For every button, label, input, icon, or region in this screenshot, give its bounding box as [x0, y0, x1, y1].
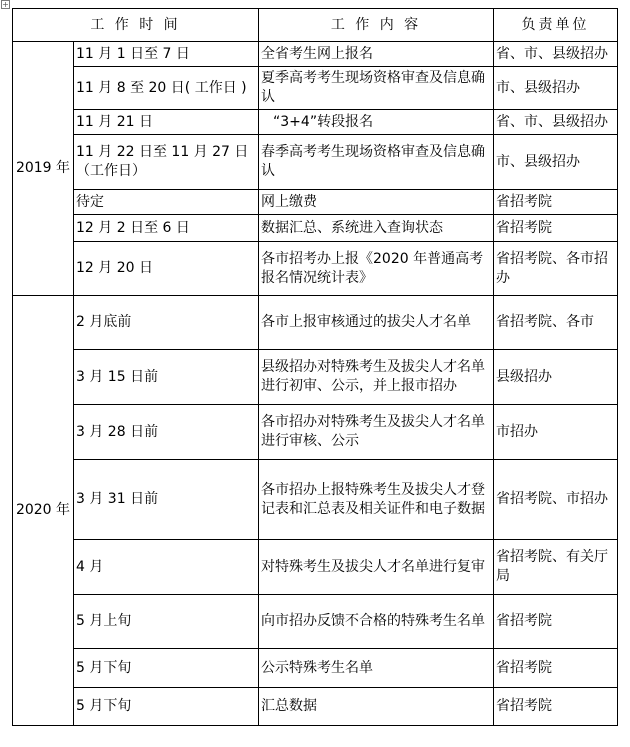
- unit-cell: 省招考院、有关厅局: [494, 540, 618, 595]
- table-row: [13, 110, 618, 135]
- table-row: [13, 405, 618, 460]
- table-row: [13, 460, 618, 540]
- unit-cell: 省招考院: [494, 595, 618, 649]
- schedule-table: [12, 8, 618, 726]
- header-unit: 负责单位: [494, 9, 618, 42]
- table-row: [13, 242, 618, 296]
- content-cell: 春季高考考生现场资格审查及信息确认: [259, 135, 494, 190]
- table-row: [13, 296, 618, 350]
- content-cell: 汇总数据: [259, 688, 494, 726]
- unit-cell: 市招办: [494, 405, 618, 460]
- time-cell: 4 月: [74, 540, 259, 595]
- table-header-row: [13, 9, 618, 42]
- table-row: [13, 595, 618, 649]
- time-cell: 3 月 15 日前: [74, 350, 259, 405]
- content-cell: 全省考生网上报名: [259, 42, 494, 67]
- content-cell: 各市上报审核通过的拔尖人才名单: [259, 296, 494, 350]
- unit-cell: 省招考院、市招办: [494, 460, 618, 540]
- content-cell: 各市招办上报特殊考生及拔尖人才登记表和汇总表及相关证件和电子数据: [259, 460, 494, 540]
- table-row: [13, 350, 618, 405]
- table-move-handle[interactable]: +: [2, 0, 9, 9]
- time-cell: 2 月底前: [74, 296, 259, 350]
- table-row: [13, 135, 618, 190]
- year-cell-2020: 2020 年: [13, 296, 74, 726]
- content-cell: 各市招办对特殊考生及拔尖人才名单进行审核、公示: [259, 405, 494, 460]
- header-time: 工 作 时 间: [13, 9, 259, 42]
- table-row: [13, 688, 618, 726]
- time-cell: 11 月 1 日至 7 日: [74, 42, 259, 67]
- content-cell: “3+4”转段报名: [259, 110, 494, 135]
- unit-cell: 省招考院: [494, 649, 618, 688]
- time-cell: 11 月 8 至 20 日( 工作日 ): [74, 67, 259, 110]
- unit-cell: 省、市、县级招办: [494, 110, 618, 135]
- time-cell: 3 月 31 日前: [74, 460, 259, 540]
- time-cell: 12 月 2 日至 6 日: [74, 215, 259, 242]
- unit-cell: 省、市、县级招办: [494, 42, 618, 67]
- time-cell: 5 月下旬: [74, 649, 259, 688]
- table-row: [13, 190, 618, 215]
- time-cell: 5 月下旬: [74, 688, 259, 726]
- table-row: [13, 649, 618, 688]
- header-content: 工 作 内 容: [259, 9, 494, 42]
- unit-cell: 省招考院、各市招办: [494, 242, 618, 296]
- unit-cell: 省招考院、各市: [494, 296, 618, 350]
- content-cell: 夏季高考考生现场资格审查及信息确认: [259, 67, 494, 110]
- unit-cell: 省招考院: [494, 190, 618, 215]
- content-cell: 各市招考办上报《2020 年普通高考报名情况统计表》: [259, 242, 494, 296]
- time-cell: 待定: [74, 190, 259, 215]
- content-cell: 网上缴费: [259, 190, 494, 215]
- content-cell: 公示特殊考生名单: [259, 649, 494, 688]
- table-row: [13, 42, 618, 67]
- time-cell: 12 月 20 日: [74, 242, 259, 296]
- time-cell: 11 月 22 日至 11 月 27 日（工作日）: [74, 135, 259, 190]
- table-row: [13, 215, 618, 242]
- time-cell: 5 月上旬: [74, 595, 259, 649]
- time-cell: 3 月 28 日前: [74, 405, 259, 460]
- unit-cell: 市、县级招办: [494, 135, 618, 190]
- unit-cell: 省招考院: [494, 688, 618, 726]
- time-cell: 11 月 21 日: [74, 110, 259, 135]
- unit-cell: 县级招办: [494, 350, 618, 405]
- content-cell: 对特殊考生及拔尖人才名单进行复审: [259, 540, 494, 595]
- table-row: [13, 540, 618, 595]
- content-cell: 县级招办对特殊考生及拔尖人才名单进行初审、公示，并上报市招办: [259, 350, 494, 405]
- unit-cell: 省招考院: [494, 215, 618, 242]
- year-cell-2019: 2019 年: [13, 42, 74, 296]
- unit-cell: 市、县级招办: [494, 67, 618, 110]
- content-cell: 数据汇总、系统进入查询状态: [259, 215, 494, 242]
- table-row: [13, 67, 618, 110]
- content-cell: 向市招办反馈不合格的特殊考生名单: [259, 595, 494, 649]
